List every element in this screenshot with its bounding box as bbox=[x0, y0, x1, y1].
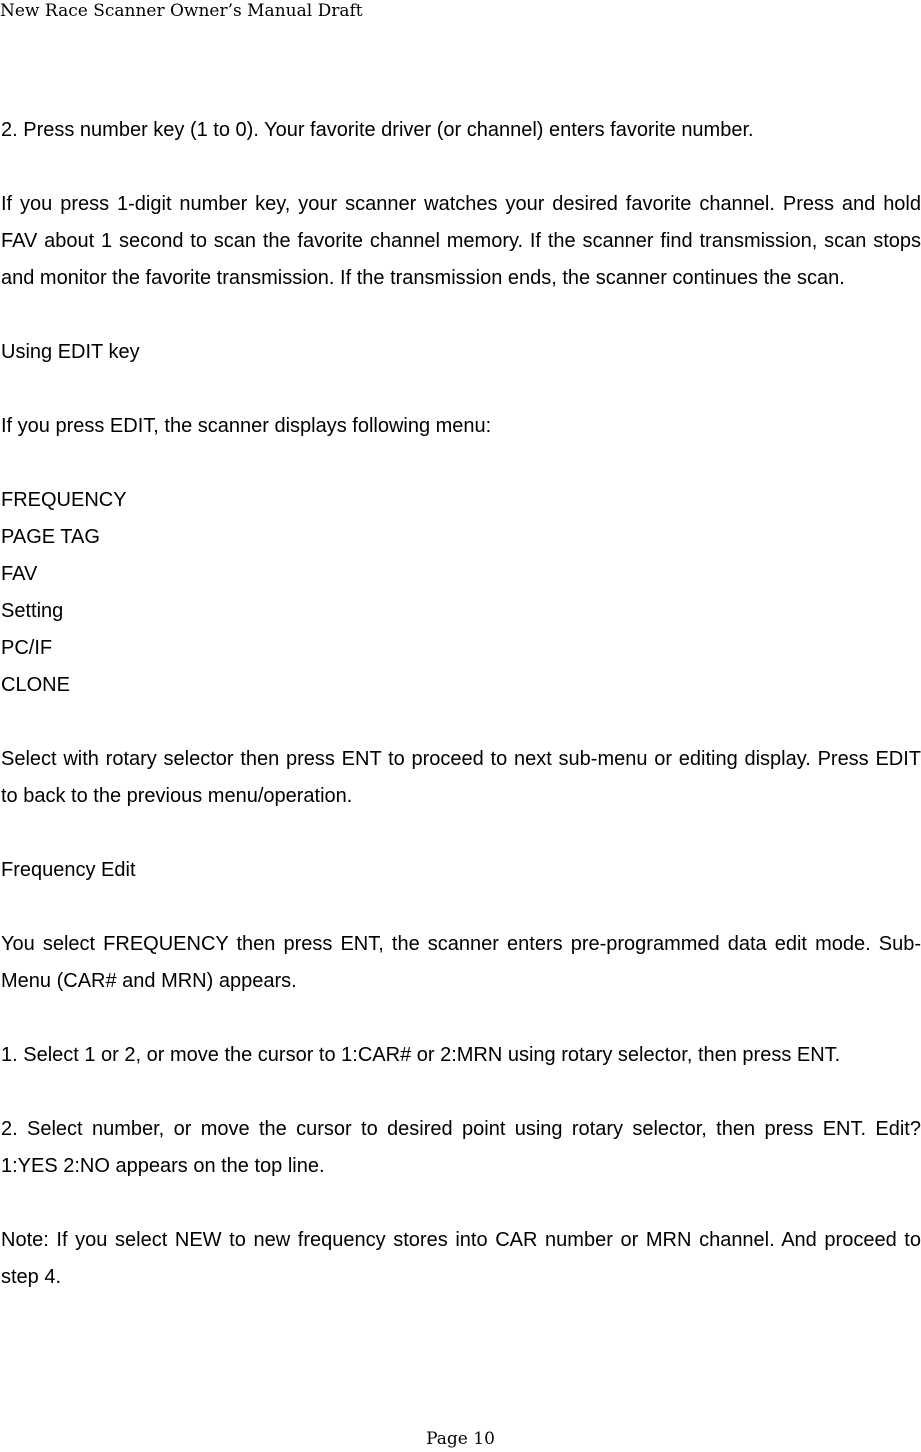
note-paragraph: Note: If you select NEW to new frequency stores into CAR number or MRN channel. And proceed to step 4. bbox=[1, 1229, 921, 1288]
document-header: New Race Scanner Owner’s Manual Draft bbox=[0, 1, 363, 21]
step-2-paragraph: 2. Press number key (1 to 0). Your favorite driver (or channel) enters favorite number. bbox=[1, 119, 754, 141]
edit-intro-paragraph: If you press EDIT, the scanner displays following menu: bbox=[1, 415, 492, 437]
select-instruction-paragraph: Select with rotary selector then press ENT to proceed to next sub-menu or editing display. Press EDIT to back to the previous menu/operation. bbox=[1, 748, 921, 807]
paragraph-gap bbox=[1, 1000, 921, 1037]
paragraph-gap bbox=[1, 889, 921, 926]
frequency-intro-paragraph: You select FREQUENCY then press ENT, the scanner enters pre-programmed data edit mode. Sub-Menu (CAR# and MRN) appears. bbox=[1, 933, 921, 992]
menu-item-frequency: FREQUENCY bbox=[1, 489, 127, 511]
favorite-scan-paragraph: If you press 1-digit number key, your scanner watches your desired favorite channel. Press and hold FAV about 1 second to scan the favorite channel memory. If the scanner find transmission, scan stops and monitor the favorite transmission. If the transmission ends, the scanner continues the scan. bbox=[1, 193, 921, 289]
paragraph-gap bbox=[1, 371, 921, 408]
paragraph-gap bbox=[1, 149, 921, 186]
paragraph-gap bbox=[1, 297, 921, 334]
step-2-edit-paragraph: 2. Select number, or move the cursor to desired point using rotary selector, then press ENT. Edit? 1:YES 2:NO appears on the top line. bbox=[1, 1118, 921, 1177]
paragraph-gap bbox=[1, 704, 921, 741]
frequency-edit-heading: Frequency Edit bbox=[1, 859, 136, 881]
edit-key-heading: Using EDIT key bbox=[1, 341, 140, 363]
menu-item-page-tag: PAGE TAG bbox=[1, 526, 100, 548]
step-1-paragraph: 1. Select 1 or 2, or move the cursor to 1:CAR# or 2:MRN using rotary selector, then press ENT. bbox=[1, 1044, 841, 1066]
paragraph-gap bbox=[1, 1074, 921, 1111]
menu-item-pc-if: PC/IF bbox=[1, 637, 53, 659]
paragraph-gap bbox=[1, 815, 921, 852]
paragraph-gap bbox=[1, 1185, 921, 1222]
edit-menu-list bbox=[1, 482, 921, 704]
menu-item-clone: CLONE bbox=[1, 674, 70, 696]
menu-item-setting: Setting bbox=[1, 600, 64, 622]
document-body bbox=[1, 112, 921, 1296]
page-number: Page 10 bbox=[426, 1429, 495, 1449]
menu-item-fav: FAV bbox=[1, 563, 38, 585]
paragraph-gap bbox=[1, 445, 921, 482]
